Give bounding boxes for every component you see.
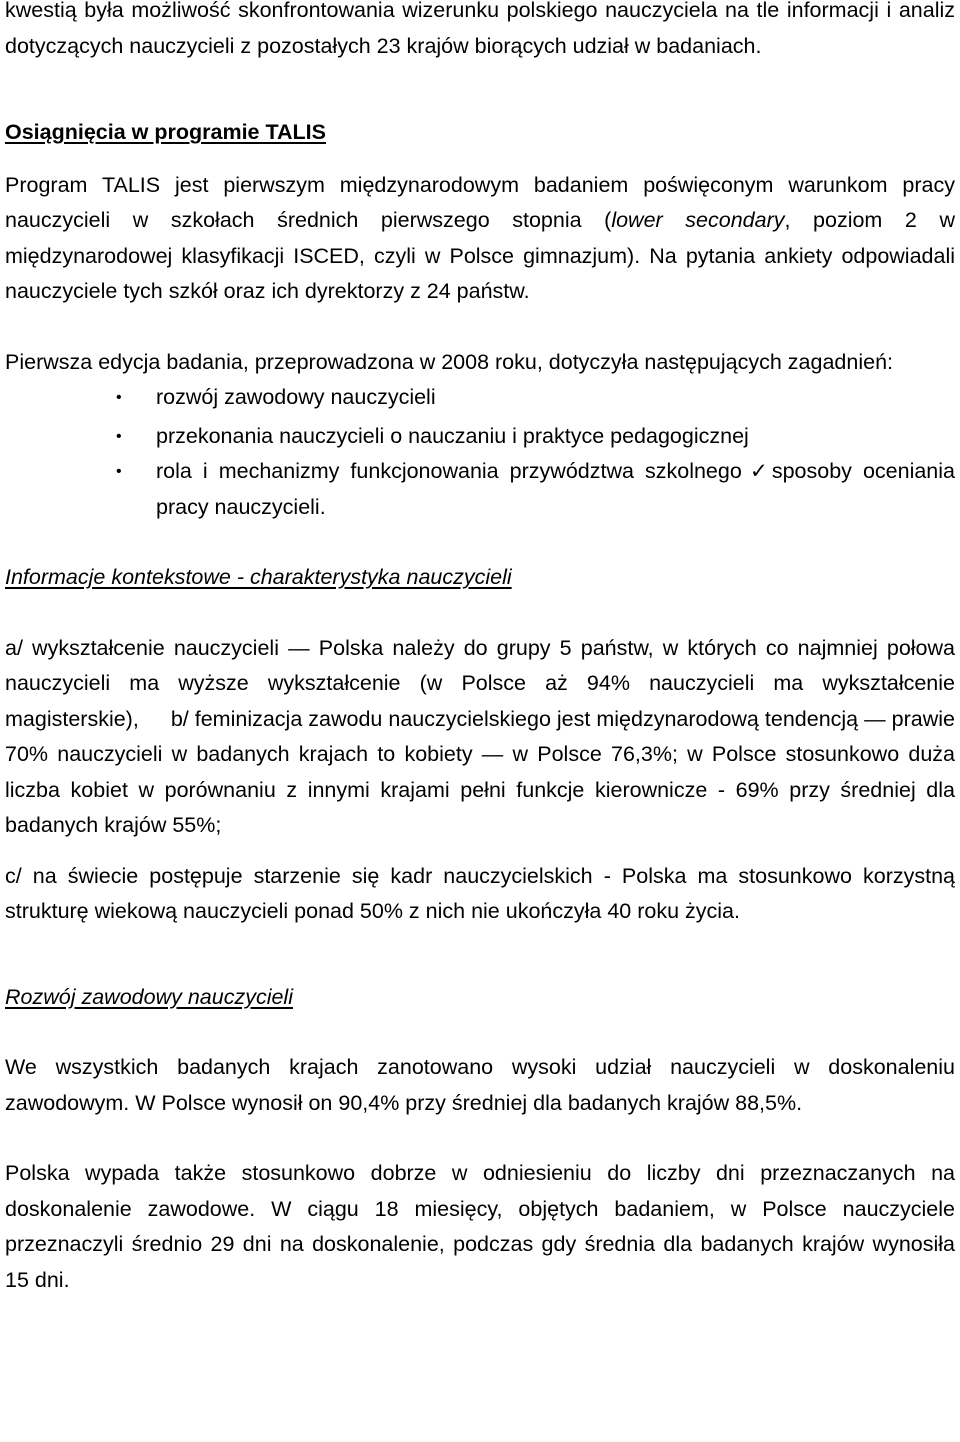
em-dash: — [481, 742, 504, 766]
bullet-icon: • [116, 389, 122, 406]
development-paragraph-1: We wszystkich badanych krajach zanotowano wysoki udział nauczycieli w doskonaleniu zawodowym. W Polsce wynosił on 90,4% przy średniej dla badanych krajów 88,5%. [5, 1055, 955, 1115]
context-heading-text: Informacje kontekstowe - charakterystyka nauczycieli [5, 565, 512, 589]
talis-paragraph-1-part-b: , poziom 2 w międzynarodowej klasyfikacji ISCED, czyli w Polsce gimnazjum). Na pytania ankiety odpowiadali nauczyciele tych szkół oraz ich dyrektorzy z 24 państw. [5, 208, 955, 303]
topics-list [5, 380, 955, 525]
bullet-icon: • [116, 427, 122, 445]
context-b-continuation: w Polsce 76,3%; w Polsce stosunkowo duża liczba kobiet w porównaniu z innymi krajami pełni funkcje kierownicze - 69% przy średniej dla badanych krajów 55%; [5, 742, 955, 837]
list-item [5, 380, 955, 416]
list-item-text: rola i mechanizmy funkcjonowania przywództwa szkolnego [156, 459, 742, 483]
talis-heading-text: Osiągnięcia w programie TALIS [5, 120, 326, 144]
checkmark-icon: ✓ [749, 459, 768, 483]
em-dash: — [864, 706, 886, 731]
context-heading [5, 560, 955, 596]
context-a-label: a/ wykształcenie nauczycieli [5, 635, 279, 660]
context-a-text: Polska należy do grupy 5 państw, w których co najmniej połowa nauczycieli ma wyższe wykształcenie (w Polsce aż 94% nauczycieli ma wykształcenie magisterskie), [5, 635, 956, 731]
list-item-text: rozwój zawodowy nauczycieli [156, 385, 436, 409]
talis-heading [5, 115, 955, 151]
development-paragraph-2: Polska wypada także stosunkowo dobrze w odniesieniu do liczby dni przeznaczanych na doskonalenie zawodowe. W ciągu 18 miesięcy, objętych badaniem, w Polsce nauczyciele przeznaczyli średnio 29 dni na doskonalenie, podczas gdy średnia dla badanych krajów wynosiła 15 dni. [5, 1161, 955, 1292]
context-paragraph-c: c/ na świecie postępuje starzenie się kadr nauczycielskich - Polska ma stosunkowo korzystną strukturę wiekową nauczycieli ponad 50% z nich nie ukończyła 40 roku życia. [5, 863, 955, 923]
context-paragraph-ab [5, 631, 955, 844]
list-item-continuation: sposoby oceniania pracy nauczycieli. [156, 459, 955, 519]
talis-paragraph-2: Pierwsza edycja badania, przeprowadzona w 2008 roku, dotyczyła następujących zagadnień: [5, 349, 894, 374]
talis-paragraph-1-italic: lower secondary [611, 208, 785, 232]
list-item [5, 454, 955, 525]
context-b-label: b/ feminizacja zawodu nauczycielskiego jest międzynarodową tendencją [170, 706, 859, 731]
talis-paragraph-1 [5, 168, 955, 310]
document-page [5, 0, 955, 1298]
development-heading [5, 980, 955, 1016]
context-b-text: prawie 70% nauczycieli w badanych krajach to kobiety [5, 706, 955, 766]
list-item [5, 419, 955, 455]
intro-paragraph: kwestią była możliwość skonfrontowania wizerunku polskiego nauczyciela na tle informacji i analiz dotyczących nauczycieli z pozostałych 23 krajów biorących udział w badaniach. [5, 0, 955, 58]
bullet-icon: • [116, 463, 122, 480]
em-dash: — [288, 635, 310, 660]
list-item-text: przekonania nauczycieli o nauczaniu i praktyce pedagogicznej [156, 423, 749, 448]
development-heading-text: Rozwój zawodowy nauczycieli [5, 984, 293, 1009]
talis-paragraph-1-part-a: Program TALIS jest pierwszym międzynarodowym badaniem poświęconym warunkom pracy nauczycieli w szkołach średnich pierwszego stopnia ( [5, 172, 955, 232]
